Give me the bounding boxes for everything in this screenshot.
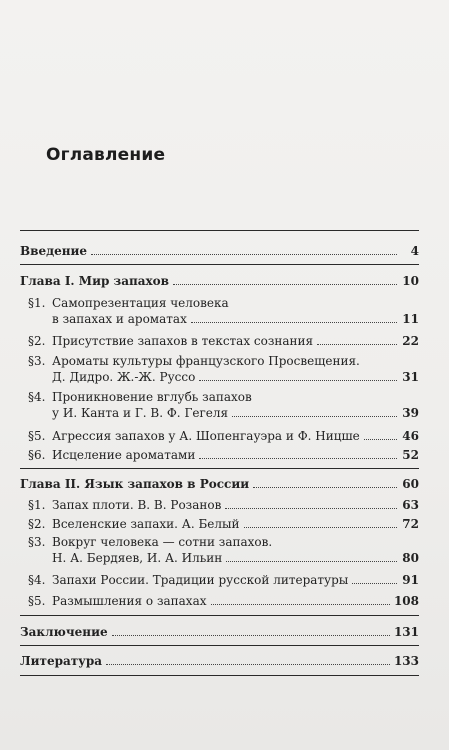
- page-number: 80: [402, 551, 419, 565]
- toc-entry-ch1-s1[interactable]: [20, 295, 419, 327]
- section-number: §1.: [28, 296, 46, 310]
- toc-entry-chapter-1[interactable]: [20, 273, 419, 289]
- entry-title-cont: в запахах и ароматах: [52, 312, 187, 326]
- entry-title-cont: Д. Дидро. Ж.-Ж. Руссо: [52, 370, 196, 384]
- leader-dots: [253, 487, 397, 488]
- section-number: §2.: [28, 517, 46, 531]
- page-number: 22: [402, 334, 419, 348]
- leader-dots: [225, 508, 397, 509]
- leader-dots: [211, 604, 390, 605]
- section-number: §5.: [28, 429, 46, 443]
- leader-dots: [352, 583, 397, 584]
- page-number: 108: [393, 594, 419, 608]
- leader-dots: [232, 416, 397, 417]
- section-rule: [20, 615, 419, 616]
- page-number: 46: [402, 429, 419, 443]
- entry-title: Агрессия запахов у А. Шопенгауэра и Ф. Ницше: [52, 429, 360, 443]
- leader-dots: [199, 380, 397, 381]
- entry-title-cont: Н. А. Бердяев, И. А. Ильин: [52, 551, 223, 565]
- page-number: 39: [402, 406, 419, 420]
- section-rule: [20, 468, 419, 469]
- top-rule: [20, 230, 419, 231]
- toc-entry-literature[interactable]: [20, 653, 419, 669]
- page-number: 31: [402, 370, 419, 384]
- toc-heading: Оглавление: [46, 145, 166, 165]
- page-number: 11: [402, 312, 419, 326]
- leader-dots: [317, 344, 397, 345]
- toc-entry-ch2-s2[interactable]: [20, 516, 419, 532]
- section-number: §1.: [28, 498, 46, 512]
- entry-title: Вокруг человека — сотни запахов.: [52, 535, 273, 549]
- toc-entry-ch1-s2[interactable]: [20, 333, 419, 349]
- entry-title: Заключение: [20, 625, 108, 639]
- page-number: 10: [402, 274, 419, 288]
- leader-dots: [199, 458, 397, 459]
- toc-entry-ch2-s5[interactable]: [20, 593, 419, 609]
- page-number: 52: [402, 448, 419, 462]
- entry-title: Вселенские запахи. А. Белый: [52, 517, 240, 531]
- page-number: 63: [402, 498, 419, 512]
- leader-dots: [112, 635, 390, 636]
- section-number: §2.: [28, 334, 46, 348]
- entry-title: Исцеление ароматами: [52, 448, 196, 462]
- leader-dots: [191, 322, 397, 323]
- entry-title: Запахи России. Традиции русской литературы: [52, 573, 349, 587]
- leader-dots: [91, 254, 397, 255]
- entry-title: Литература: [20, 654, 103, 668]
- toc-entry-ch2-s4[interactable]: [20, 572, 419, 588]
- toc-entry-chapter-2[interactable]: [20, 476, 419, 492]
- leader-dots: [364, 439, 397, 440]
- toc-entry-ch2-s1[interactable]: [20, 497, 419, 513]
- section-number: §3.: [28, 535, 46, 549]
- entry-title: Проникновение вглубь запахов: [52, 390, 252, 404]
- section-number: §4.: [28, 390, 46, 404]
- toc-entry-ch1-s3[interactable]: [20, 353, 419, 385]
- leader-dots: [106, 664, 390, 665]
- section-rule: [20, 645, 419, 646]
- section-number: §6.: [28, 448, 46, 462]
- page-number: 133: [393, 654, 419, 668]
- entry-title: Введение: [20, 244, 88, 258]
- bottom-rule: [20, 675, 419, 676]
- section-number: §3.: [28, 354, 46, 368]
- section-number: §4.: [28, 573, 46, 587]
- entry-title-cont: у И. Канта и Г. В. Ф. Гегеля: [52, 406, 229, 420]
- section-number: §5.: [28, 594, 46, 608]
- page-number: 72: [402, 517, 419, 531]
- entry-title: Размышления о запахах: [52, 594, 207, 608]
- toc-entry-intro[interactable]: [20, 243, 419, 259]
- section-rule: [20, 264, 419, 265]
- entry-title: Самопрезентация человека: [52, 296, 229, 310]
- page-number: 4: [410, 244, 419, 258]
- entry-title: Присутствие запахов в текстах сознания: [52, 334, 314, 348]
- leader-dots: [173, 284, 397, 285]
- toc-entry-ch2-s3[interactable]: [20, 534, 419, 566]
- leader-dots: [226, 561, 397, 562]
- entry-title: Ароматы культуры французского Просвещения.: [52, 354, 360, 368]
- page-number: 60: [402, 477, 419, 491]
- toc-entry-conclusion[interactable]: [20, 624, 419, 640]
- toc-entry-ch1-s4[interactable]: [20, 389, 419, 421]
- entry-title: Глава II. Язык запахов в России: [20, 477, 250, 491]
- page-number: 91: [402, 573, 419, 587]
- leader-dots: [244, 527, 397, 528]
- toc-entry-ch1-s6[interactable]: [20, 447, 419, 463]
- entry-title: Глава I. Мир запахов: [20, 274, 170, 288]
- entry-title: Запах плоти. В. В. Розанов: [52, 498, 222, 512]
- page-number: 131: [393, 625, 419, 639]
- toc-entry-ch1-s5[interactable]: [20, 428, 419, 444]
